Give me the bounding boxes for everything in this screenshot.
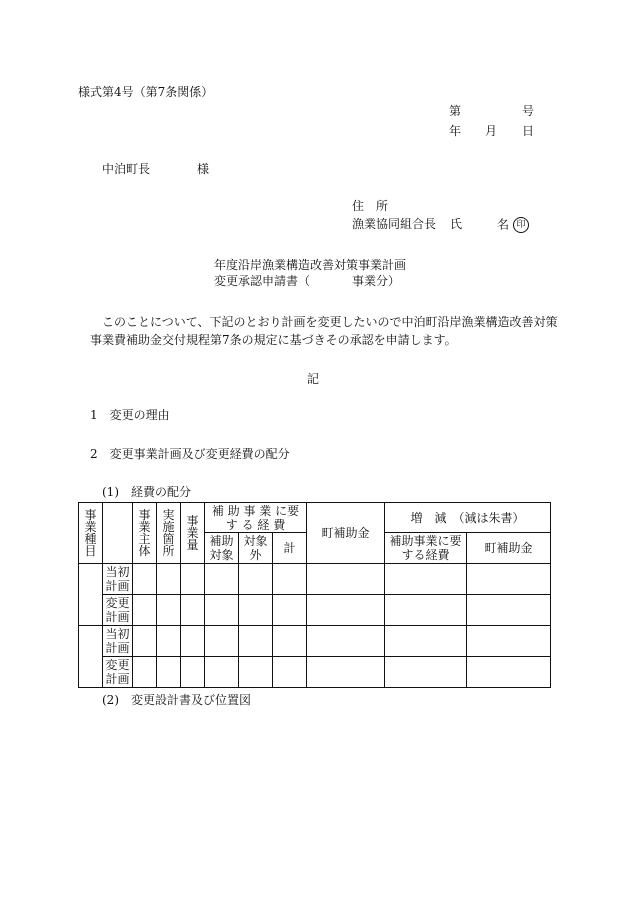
header-blank xyxy=(103,503,133,564)
table-row xyxy=(79,626,551,657)
table-row xyxy=(79,657,551,688)
item-1: 1 変更の理由 xyxy=(90,408,170,422)
cell xyxy=(79,626,103,688)
expense-table xyxy=(78,502,551,688)
header-jigyoryo: 事業量 xyxy=(181,503,205,564)
org-label: 漁業協同組合長 xyxy=(352,217,437,231)
address-label: 住 所 xyxy=(352,199,389,213)
title-line-2a: 変更承認申請書（ xyxy=(214,274,311,288)
date-year: 年 xyxy=(449,124,462,138)
table-row xyxy=(79,595,551,626)
date-day: 日 xyxy=(522,124,535,138)
header-jisshi-kasho: 実施箇所 xyxy=(157,503,181,564)
name-label-2: 名 印 xyxy=(497,217,529,233)
header-hojo-keihi: 補 助 事 業 に要 す る 経 費 xyxy=(205,503,307,533)
addressee-honorific: 様 xyxy=(197,162,210,176)
header-hojo-taisho: 補助対象 xyxy=(205,533,239,564)
addressee-title: 中泊町長 xyxy=(102,162,151,176)
header-jigyo-shutai: 事業主体 xyxy=(133,503,157,564)
sub-item-2: (2) 変更設計書及び位置図 xyxy=(102,693,251,707)
title-line-2b: 事業分） xyxy=(352,274,401,288)
header-taishogai: 対象外 xyxy=(239,533,273,564)
row-label: 当初計画 xyxy=(103,564,133,595)
row-label: 変更計画 xyxy=(103,657,133,688)
item-2: 2 変更事業計画及び変更経費の配分 xyxy=(90,447,290,461)
seal-icon: 印 xyxy=(513,217,529,233)
row-label: 当初計画 xyxy=(103,626,133,657)
date-month: 月 xyxy=(485,124,498,138)
ki-heading: 記 xyxy=(307,372,320,386)
body-line-1: このことについて、下記のとおり計画を変更したいので中泊町沿岸漁業構造改善対策 xyxy=(102,315,558,329)
doc-number-prefix: 第 xyxy=(449,104,462,118)
doc-number-suffix: 号 xyxy=(522,104,535,118)
header-jigyo-shubetsu: 事業種目 xyxy=(79,503,103,564)
header-zougen: 増 減 （減は朱書） xyxy=(385,503,551,533)
form-number: 様式第4号（第7条関係） xyxy=(78,85,214,99)
header-zg-cho: 町補助金 xyxy=(467,533,551,564)
sub-item-1: (1) 経費の配分 xyxy=(102,485,191,499)
name-label-1: 氏 xyxy=(450,217,463,231)
body-line-2: 事業費補助金交付規程第7条の規定に基づきその承認を申請します。 xyxy=(90,333,457,347)
title-line-1: 年度沿岸漁業構造改善対策事業計画 xyxy=(214,258,407,272)
header-kei: 計 xyxy=(273,533,307,564)
header-cho-hojokin: 町補助金 xyxy=(307,503,385,564)
row-label: 変更計画 xyxy=(103,595,133,626)
header-zg-hojo: 補助事業に要する経費 xyxy=(385,533,467,564)
cell xyxy=(79,564,103,626)
table-row xyxy=(79,564,551,595)
